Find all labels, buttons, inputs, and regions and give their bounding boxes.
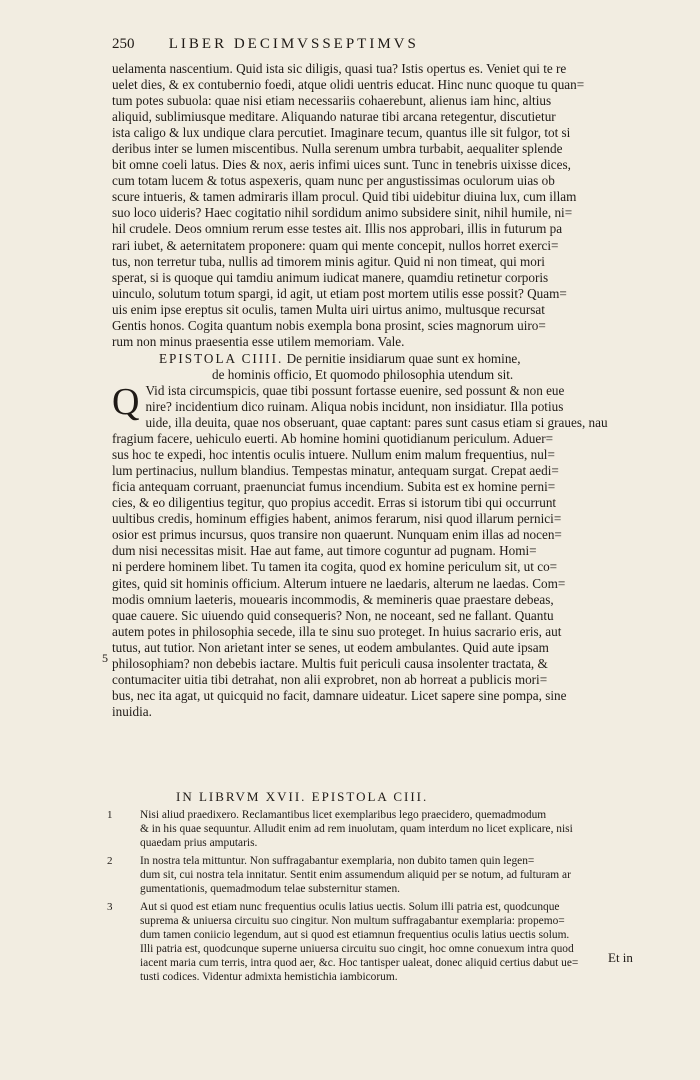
text-line: osior est primus incursus, quos transire non quaerunt. Nunquam enim illas ad nocen= bbox=[112, 527, 562, 543]
note-item bbox=[107, 900, 660, 984]
text-line: tum potes subuola: quae nisi etiam necessariis cohaerebunt, alienus iam hinc, altius bbox=[112, 93, 552, 109]
text-line: nire? incidentium dico ruinam. Aliqua nobis incidunt, non insidiatur. Illa potius bbox=[145, 398, 564, 414]
note-line: Aut si quod est etiam nunc frequentius oculis latius uectis. Solum illi patria est, quodcunque bbox=[140, 901, 560, 913]
note-line: iacent maria cum terris, intra quod aer, &c. Hoc tantisper ualeat, donec aliquid certius dabut ue= bbox=[140, 957, 579, 969]
epistle-civ-heading bbox=[112, 351, 652, 383]
catchword: Et in bbox=[608, 950, 633, 965]
running-title: LIBER DECIMVSSEPTIMVS bbox=[168, 36, 419, 52]
text-line: sus hoc te expedi, hoc intentis oculis intuere. Nullum enim malum frequentius, nul= bbox=[112, 447, 555, 463]
text-line: uinculo, solutum totum spargi, id agit, ut etiam post mortem utilis esse possit? Quam= bbox=[112, 285, 567, 301]
note-line: quaedam prius amputaris. bbox=[140, 837, 258, 849]
text-line: uis enim ipse ereptus sit oculis, tamen Multa uiri uirtus animo, multusque recursat bbox=[112, 301, 545, 317]
note-line: dum sit, cui nostra tela innitatur. Sentit enim assumendum aliquid per se notum, ad fulturam ar bbox=[140, 869, 571, 881]
text-line: Vid ista circumspicis, quae tibi possunt fortasse euenire, sed possunt & non eue bbox=[145, 382, 565, 398]
note-item bbox=[107, 808, 660, 850]
text-line: uelet dies, & ex contubernio foedi, atque olidi uentris educat. Hinc nunc quoque tu quan= bbox=[112, 77, 585, 93]
text-line: uultibus credis, hominum effigies habent, animos ferarum, nisi quod illarum pernici= bbox=[112, 511, 562, 527]
text-line: aliquid, sublimiusque meditare. Aliquando naturae tibi arcana retegentur, discutietur bbox=[112, 109, 556, 125]
text-line: quae cauere. Sic uiuendo quid consequeris? Non, ne noceant, sed ne fallant. Quantu bbox=[112, 607, 554, 623]
text-line: scure intueris, & tamen admiraris illam procul. Quid tibi uidebitur diuina lux, cum illam bbox=[112, 189, 577, 205]
note-line: suprema & uniuersa circuitu suo cingitur. Non multum suffragabantur exemplaria: propemo= bbox=[140, 915, 565, 927]
note-item bbox=[107, 854, 660, 896]
text-line: ficia antequam corruant, praenunciat fumus incendium. Subita est ex homine perni= bbox=[112, 479, 556, 495]
epistle-title-2: de hominis officio, Et quomodo philosophia utendum sit. bbox=[212, 366, 514, 382]
text-line: ista caligo & lux undique clara percutiet. Imaginare tecum, quantus ille sit fulgor, tot si bbox=[112, 125, 571, 141]
main-text-column bbox=[112, 61, 652, 720]
text-line: suo loco uideris? Haec cogitatio nihil sordidum animo subsidere sinit, nihil humile, ni= bbox=[112, 205, 573, 221]
commentary-notes bbox=[107, 808, 660, 988]
letter-ciii-conclusion bbox=[112, 61, 652, 350]
note-line: gumentationis, quemadmodum telae substernitur stamen. bbox=[140, 883, 401, 895]
epistle-number: EPISTOLA CIIII. bbox=[159, 350, 284, 366]
epistle-title-row bbox=[112, 351, 652, 367]
page-number: 250 bbox=[112, 36, 135, 52]
note-line: tusti codices. Videntur admixta hemistichia iambicorum. bbox=[140, 971, 398, 983]
note-number: 3 bbox=[107, 901, 113, 913]
text-line: Gentis honos. Cogita quantum nobis exempla bona prosint, scies magnorum uiro= bbox=[112, 317, 546, 333]
text-line: cies, & eo diligentius tegitur, quo propius accedit. Erras si istorum tibi qui occurrunt bbox=[112, 495, 557, 511]
text-line: bus, nec ita agat, ut quicquid no facit, damnare uideatur. Licet sapere sine pompa, sine bbox=[112, 687, 567, 703]
text-line: contumaciter uitia tibi detrahat, non alii exprobret, non ab horreat a publicis mori= bbox=[112, 671, 548, 687]
note-line: Illi patria est, quodcunque superne uniuersa circuitu suo cingit, hoc omne conuexum intra quod bbox=[140, 943, 574, 955]
text-line: uelamenta nascentium. Quid ista sic diligis, quasi tua? Istis opertus es. Veniet qui te re bbox=[112, 61, 567, 76]
epistle-civ-body bbox=[112, 415, 652, 720]
text-line: fragium facere, uehiculo euerti. Ab homine homini quotidianum periculum. Aduer= bbox=[112, 431, 554, 447]
note-line: Nisi aliud praedixero. Reclamantibus licet exemplaribus lego praecidero, quemadmodum bbox=[140, 809, 547, 821]
text-line: modis omnium laeteris, mouearis incommodis, & memineris quae praestare debeas, bbox=[112, 591, 554, 607]
drop-cap: Q bbox=[112, 380, 140, 423]
text-line: gites, quid sit hominis officium. Alterum intuere ne laedaris, alterum ne laedas. Com= bbox=[112, 575, 566, 591]
notes-heading: IN LIBRVM XVII. EPISTOLA CIII. bbox=[176, 789, 429, 804]
note-line: & in his quae sequuntur. Alludit enim ad rem inuolutam, quam interdum no licet explicare, nisi bbox=[140, 823, 573, 835]
text-line: ni perdere hominem libet. Tu tamen ita cogita, quod ex homine periculum sit, ut co= bbox=[112, 559, 558, 575]
text-line: deribus inter se lumen miscentibus. Nulla serenum umbra turbabit, aequaliter splende bbox=[112, 141, 563, 157]
epistle-title-1: De pernitie insidiarum quae sunt ex homine, bbox=[286, 350, 521, 366]
text-line: tutus, aut tutior. Non arietant inter se senes, ut eodem ambulantes. Quid aute ipsam bbox=[112, 639, 549, 655]
text-line: sperat, si is quoque qui tamdiu animum iudicat manere, quamdiu retinetur corporis bbox=[112, 269, 549, 285]
text-line: lum pertinacius, nullum blandius. Tempestas minatur, antequam surgat. Crepat aedi= bbox=[112, 463, 559, 479]
text-line: autem potes in philosophia secede, illa te sinu suo proteget. In huius sacrario eris, aut bbox=[112, 623, 562, 639]
note-line: In nostra tela mittuntur. Non suffragabantur exemplaria, non dubito tamen quin legen= bbox=[140, 855, 535, 867]
text-line: uide, illa deuita, quae nos obseruant, quae captant: pares sunt casus etiam si graues, nau bbox=[145, 415, 608, 431]
text-line: rum non minus praesentia esse utilem memoriam. Vale. bbox=[112, 333, 405, 349]
note-number: 2 bbox=[107, 855, 113, 867]
note-number: 1 bbox=[107, 809, 113, 821]
text-line: rari iubet, & aeternitatem proponere: quam qui mente concepit, nullos horret exerci= bbox=[112, 237, 559, 253]
note-line: dum tamen coniicio legendum, aut si quod est etiamnun frequentius oculis latius uectis solum. bbox=[140, 929, 570, 941]
text-line: tus, non terretur tuba, nullis ad timorem minis agitur. Quid ni non timeat, qui mori bbox=[112, 253, 545, 269]
running-header bbox=[112, 36, 542, 53]
text-line: hil crudele. Deos omnium rerum esse testes ait. Illis nos approbari, illis in futurum pa bbox=[112, 221, 563, 237]
text-line: dum nisi necessitas misit. Hae aut fame, aut timore coguntur ad pugnam. Homi= bbox=[112, 543, 537, 559]
text-line: bit omne coeli latus. Dies & nox, aeris infimi uices sunt. Tunc in tenebris uixisse dices, bbox=[112, 157, 571, 173]
text-line: cum totam lucem & totus aspexeris, quam nunc per angustissimas oculorum uias ob bbox=[112, 173, 555, 189]
text-line: inuidia. bbox=[112, 703, 152, 719]
margin-number: 5 bbox=[102, 651, 108, 665]
text-line: philosophiam? non debebis iactare. Multis fuit periculi causa insolenter tractata, & bbox=[112, 655, 548, 671]
